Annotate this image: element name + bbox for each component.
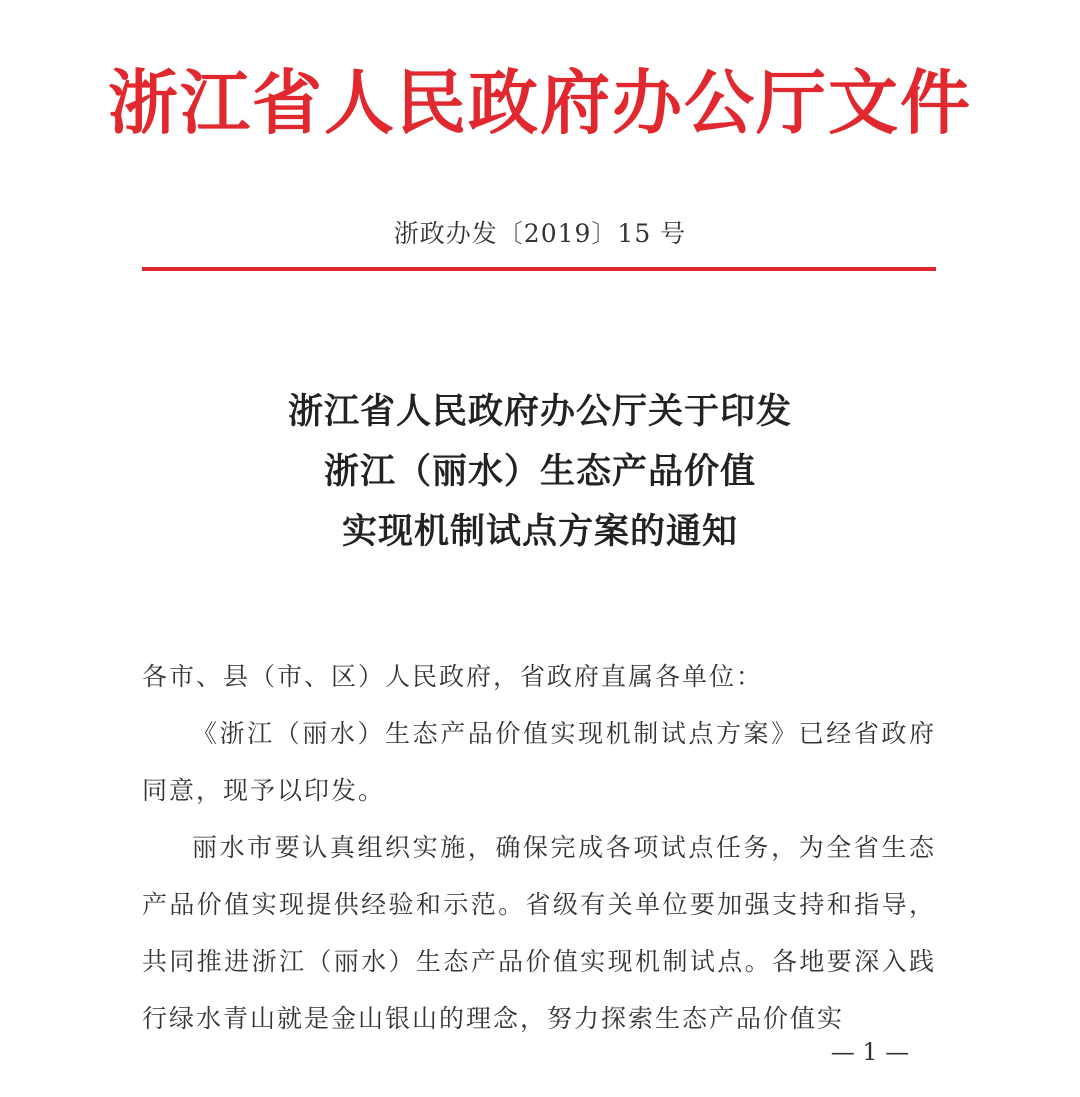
document-body [142,648,936,1047]
issuing-authority-header: 浙江省人民政府办公厅文件 [108,61,972,144]
document-title-line-1: 浙江省人民政府办公厅关于印发 [287,392,792,432]
red-separator-line [142,267,936,271]
document-title [0,382,1080,562]
body-paragraph-2: 丽水市要认真组织实施，确保完成各项试点任务，为全省生态产品价值实现提供经验和示范。省级有关单位要加强支持和指导，共同推进浙江（丽水）生态产品价值实现机制试点。各地要深入践行绿水青山就是金山银山的理念，努力探索生态产品价值实 [142,833,936,1033]
page-number: — 1 — [830,1038,910,1066]
document-number: 浙政办发〔2019〕15 号 [393,219,687,248]
document-title-line-3: 实现机制试点方案的通知 [341,512,738,552]
body-paragraph-1: 《浙江（丽水）生态产品价值实现机制试点方案》已经省政府同意，现予以印发。 [142,719,936,805]
salutation: 各市、县（市、区）人民政府，省政府直属各单位： [142,662,764,691]
document-title-line-2: 浙江（丽水）生态产品价值 [323,452,756,492]
